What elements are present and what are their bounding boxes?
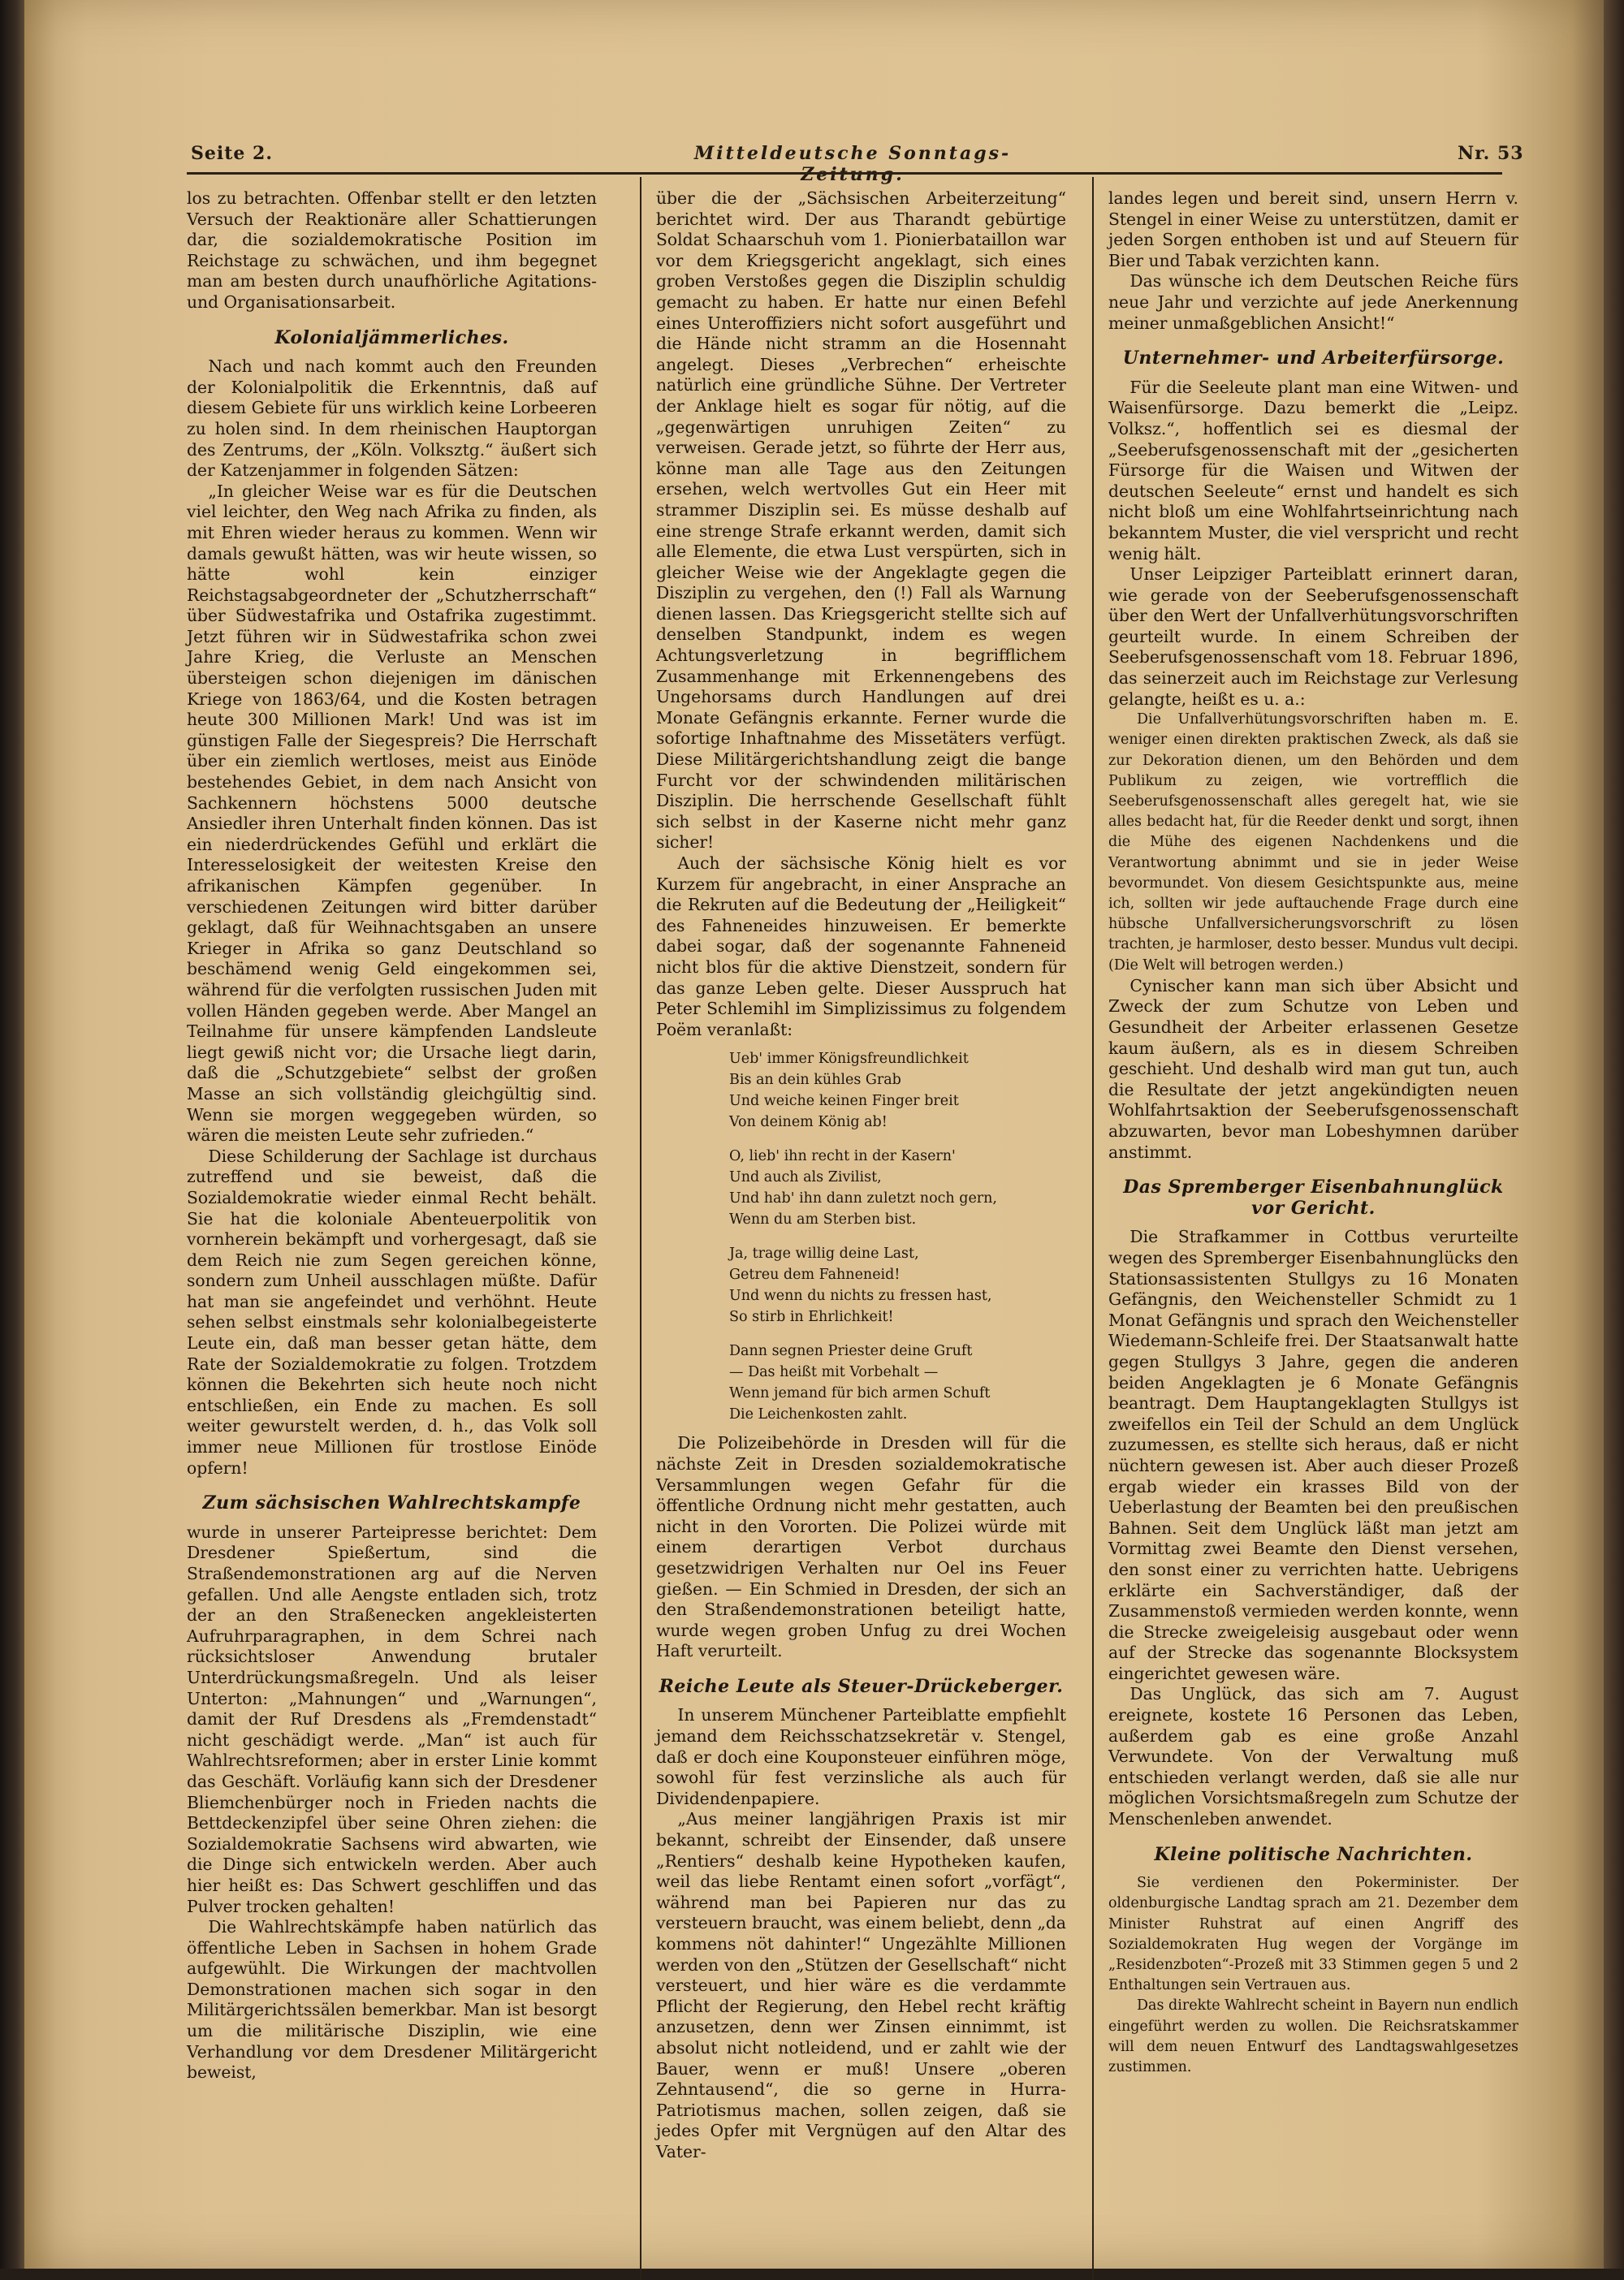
column-rule [1092, 177, 1094, 2280]
article-paragraph: wurde in unserer Parteipresse berichtet: Dem Dresdener Spießertum, sind die Straßendemonstrationen arg auf die Nerven gefallen. Und alle Aengste entladen sich, trotz der an den Straßenecken angekleisterten Aufruhrparagraphen, in dem Schrei nach rücksichtsloser Anwendung brutaler Unterdrückungsmaßregeln. Und als leiser Unterton: „Mahnungen“ und „Warnungen“, damit der Ruf Dresdens als „Fremdenstadt“ nicht geschädigt werde. „Man“ ist auch für Wahlrechtsreformen; aber in erster Linie kommt das Geschäft. Vorläufig kann sich der Dresdener Bliemchenbürger noch in Frieden nachts die Bettdeckenzipfel über seine Ohren ziehen: die Sozialdemokratie Sachsens wird abwarten, wie die Dinge sich entwickeln werden. Aber auch hier heißt es: Das Schwert geschliffen und das Pulver trocken gehalten! [187, 1522, 597, 1916]
poem-line: — Das heißt mit Vorbehalt — [729, 1364, 939, 1381]
article-paragraph: Die Strafkammer in Cottbus verurteilte wegen des Spremberger Eisenbahnunglücks den Stationsassistenten Stullgys zu 16 Monaten Gefängnis, den Weichensteller Schmidt zu 1 Monat Gefängnis und sprach den Weichensteller Wiedemann-Schleife frei. Der Staatsanwalt hatte gegen Stullgys 3 Jahre, gegen die anderen beiden Angeklagten je 6 Monate Gefängnis beantragt. Dem Hauptangeklagten Stullgys ist zweifellos ein Teil der Schuld an dem Unglück zuzumessen, es stellte sich heraus, daß er nicht nüchtern gewesen ist. Aber auch dieser Prozeß ergab wieder ein krasses Bild von der Ueberlastung der Beamten bei den preußischen Bahnen. Seit dem Unglück läßt man jetzt am Vormittag zwei Beamte den Dienst versehen, den sonst einer zu verrichten hatte. Uebrigens erklärte ein Sachverständiger, daß der Zusammenstoß vermieden werden konnte, wenn die Strecke zweigeleisig ausgebaut oder wenn auf der Strecke das sogenannte Blocksystem eingerichtet gewesen wäre. [1108, 1227, 1518, 1683]
issue-number: Nr. 53 [1458, 143, 1524, 164]
article-paragraph: landes legen und bereit sind, unsern Herrn v. Stengel in einer Weise zu unterstützen, damit er jeden Sorgen enthoben ist und auf Steuern für Bier und Tabak verzichten kann. [1108, 188, 1518, 270]
article-paragraph: Die Polizeibehörde in Dresden will für die nächste Zeit in Dresden sozialdemokratische Versammlungen wegen Gefahr für die öffentliche Ordnung nicht mehr gestatten, auch nicht in den Vororten. Die Polizei würde mit einem derartigen Verbot durchaus gesetzwidrigen Verhalten nur Oel ins Feuer gießen. — Ein Schmied in Dresden, der sich an den Straßendemonstrationen beteiligt hatte, wurde wegen groben Unfug zu drei Wochen Haft verurteilt. [656, 1433, 1066, 1661]
poem-line: Und weiche keinen Finger breit [729, 1093, 959, 1110]
book-binding [0, 0, 24, 2269]
poem-line: Getreu dem Fahneneid! [729, 1267, 901, 1284]
article-paragraph: Die Wahlrechtskämpfe haben natürlich das öffentliche Leben in Sachsen in hohem Grade aufgewühlt. Die Wirkungen der machtvollen Demonstrationen machen sich sogar in den Militärgerichtssälen bemerkbar. Man ist besorgt um die militärische Disziplin, wie eine Verhandlung vor dem Dresdener Militärgericht beweist, [187, 1917, 597, 2083]
poem-line: Und auch als Zivilist, [729, 1169, 882, 1186]
article-paragraph: Cynischer kann man sich über Absicht und Zweck der zum Schutze von Leben und Gesundheit der Arbeiter erlassenen Gesetze kaum äußern, als es in diesem Schreiben geschieht. Und deshalb wird man gut tun, auch die Resultate der jetzt angekündigten neuen Wohlfahrtsaktion der Seeberufsgenossenschaft abzuwarten, bevor man Lobeshymnen darüber anstimmt. [1108, 975, 1518, 1162]
poem-line: Die Leichenkosten zahlt. [729, 1406, 908, 1423]
column-rule [640, 177, 641, 2280]
article-headline: Kolonialjämmerliches. [274, 326, 509, 348]
newspaper-title: Mitteldeutsche Sonntags-Zeitung. [693, 143, 1012, 185]
stanza-gap [729, 1328, 1066, 1341]
poem-line: Von deinem König ab! [729, 1114, 888, 1131]
article-paragraph: Diese Schilderung der Sachlage ist durchaus zutreffend und sie beweist, daß die Sozialdemokratie wieder einmal Recht behält. Sie hat die koloniale Abenteuerpolitik von vornherein bekämpft und vorhergesagt, daß sie dem Reich nie zum Segen gereichen könne, sondern zum Unheil ausschlagen müßte. Dafür hat man sie angefeindet und verhöhnt. Heute sehen selbst einstmals sehr kolonialbegeisterte Leute ein, daß man besser getan hätte, dem Rate der Sozialdemokratie zu folgen. Trotzdem können die Bekehrten sich heute noch nicht entschließen, ein Ende zu machen. Es soll weiter gewurstelt werden, d. h., das Volk soll immer neue Millionen für trostlose Einöde opfern! [187, 1146, 597, 1478]
article-headline: Kleine politische Nachrichten. [1154, 1843, 1473, 1865]
poem-line: Und hab' ihn dann zuletzt noch gern, [729, 1190, 997, 1207]
poem-line: Ueb' immer Königsfreundlichkeit [729, 1051, 969, 1068]
page-number: Seite 2. [191, 143, 274, 164]
poem-line: So stirb in Ehrlichkeit! [729, 1309, 894, 1326]
article-paragraph: Nach und nach kommt auch den Freunden der Kolonialpolitik die Erkenntnis, daß auf diesem Gebiete für uns wirklich keine Lorbeeren zu holen sind. In dem rheinischen Hauptorgan des Zentrums, der „Köln. Volksztg.“ äußert sich der Katzenjammer in folgenden Sätzen: [187, 356, 597, 481]
article-paragraph: über die der „Sächsischen Arbeiterzeitung“ berichtet wird. Der aus Tharandt gebürtige Soldat Schaarschuh vom 1. Pionierbataillon war vor dem Kriegsgericht angeklagt, sich eines groben Verstoßes gegen die Disziplin schuldig gemacht zu haben. Er hatte nur einen Befehl eines Unteroffiziers nicht sofort ausgeführt und die Hände nicht stramm an die Hosennaht angelegt. Dieses „Verbrechen“ erheischte natürlich eine gründliche Sühne. Der Vertreter der Anklage hielt es sogar für nötig, auf die „gegenwärtigen unruhigen Zeiten“ zu verweisen. Gerade jetzt, so führte der Herr aus, könne man alle Tage aus den Zeitungen ersehen, welch wertvolles Gut ein Heer mit strammer Disziplin sei. Es müsse deshalb auf eine strenge Strafe erkannt werden, damit sich alle Elemente, die etwa Lust verspürten, sich in gleicher Weise wie der Angeklagte gegen die Disziplin zu vergehen, den (!) Fall als Warnung dienen lassen. Das Kriegsgericht stellte sich auf denselben Standpunkt, indem es wegen Achtungsverletzung in begrifflichem Zusammenhange mit Erkennengebens des Ungehorsams durch Handlungen auf drei Monate Gefängnis erkannte. Ferner wurde die sofortige Inhaftnahme des Missetäters verfügt. Diese Militärgerichtshandlung zeigt die bange Furcht vor der schwindenden militärischen Disziplin. Die herrschende Gesellschaft fühlt sich selbst in der Kaserne nicht mehr ganz sicher! [656, 188, 1066, 853]
article-paragraph: Auch der sächsische König hielt es vor Kurzem für angebracht, in einer Ansprache an die Rekruten auf die Bedeutung der „Heiligkeit“ des Fahneneides hinzuweisen. Er bemerkte dabei sogar, daß der sogenannte Fahneneid nicht blos für die aktive Dienstzeit, sondern für das ganze Leben gelte. Dieser Ausspruch hat Peter Schlemihl im Simplizissimus zu folgendem Poëm veranlaßt: [656, 853, 1066, 1039]
article-paragraph: In unserem Münchener Parteiblatte empfiehlt jemand dem Reichsschatzsekretär v. Stengel, daß er doch eine Kouponsteuer einführen möge, sowohl für fest verzinsliche als auch für Dividendenpapiere. [656, 1705, 1066, 1808]
article-paragraph: „Aus meiner langjährigen Praxis ist mir bekannt, schreibt der Einsender, daß unsere „Rentiers“ deshalb keine Hypotheken kaufen, weil das liebe Rentamt einen sofort „vorfägt“, während man bei Papieren nur das zu versteuern braucht, was einem beliebt, denn „da kommens nöt dahinter!“ Ungezählte Millionen werden von den „Stützen der Gesellschaft“ nicht versteuert, und hier wäre es die verdammte Pflicht der Regierung, den Hebel recht kräftig anzusetzen, denn wer Zinsen einnimmt, ist absolut nicht notleidend, und er zahlt wie der Bauer, wenn er muß! Unsere „oberen Zehntausend“, die so gerne in Hurra-Patriotismus machen, sollen zeigen, daß sie jedes Opfer mit Vergnügen auf den Altar des Vater- [656, 1809, 1066, 2161]
article-paragraph: Das wünsche ich dem Deutschen Reiche fürs neue Jahr und verzichte auf jede Anerkennung meiner unmaßgeblichen Ansicht!“ [1108, 271, 1518, 333]
news-brief: Sie verdienen den Pokerminister. Der oldenburgische Landtag sprach am 21. Dezember dem Minister Ruhstrat auf einen Angriff des Sozialdemokraten Hug wegen der Vorgänge im „Residenzboten“-Prozeß mit 33 Stimmen gegen 5 und 2 Enthaltungen sein Vertrauen aus. [1108, 1875, 1518, 1994]
stanza-gap [729, 1230, 1066, 1243]
poem-line: Ja, trage willig deine Last, [729, 1246, 919, 1263]
poem-line: Dann segnen Priester deine Gruft [729, 1343, 973, 1360]
article-headline: Das Spremberger Eisenbahnunglück vor Gericht. [1123, 1177, 1504, 1219]
article-headline: Zum sächsischen Wahlrechtskampfe [202, 1492, 581, 1514]
poem-line: Und wenn du nichts zu fressen hast, [729, 1288, 992, 1305]
news-brief: Das direkte Wahlrecht scheint in Bayern nun endlich eingeführt werden zu wollen. Die Reichsratskammer will dem neuen Entwurf des Landtagswahlgesetzes zustimmen. [1108, 1997, 1518, 2076]
quoted-letter [1108, 710, 1518, 976]
poem [729, 1048, 1066, 1425]
column-2 [656, 188, 1066, 2163]
quote-paragraph: Die Unfallverhütungsvorschriften haben m. E. weniger einen direkten praktischen Zweck, als daß sie zur Dekoration dienen, um den Behörden und dem Publikum zu zeigen, wie vortrefflich die Seeberufsgenossenschaft alles geregelt hat, wie sie alles bedacht hat, für die Reeder denkt und sorgt, ihnen die Mühe des eigenen Nachdenkens und die Verantwortung abnimmt und sie in jeder Weise bevormundet. Von diesem Gesichtspunkte aus, meine ich, sollten wir jede auftauchende Frage durch eine hübsche Unfallversicherungsvorschrift zu lösen trachten, je harmloser, desto besser. Mundus vult decipi. (Die Welt will betrogen werden.) [1108, 711, 1518, 974]
article-paragraph: „In gleicher Weise war es für die Deutschen viel leichter, den Weg nach Afrika zu finden, als mit Ehren wieder heraus zu kommen. Wenn wir damals gewußt hätten, was wir heute wissen, so hätte wohl kein einziger Reichstagsabgeordneter der „Schutzherrschaft“ über Südwestafrika und Ostafrika zugestimmt. Jetzt führen wir in Südwestafrika schon zwei Jahre Krieg, die Verluste an Menschen übersteigen schon diejenigen im dänischen Kriege von 1863/64, und die Kosten betragen heute 300 Millionen Mark! Und was ist im günstigen Falle der Siegespreis? Die Herrschaft über ein ziemlich wertloses, meist aus Einöde bestehendes Gebiet, in dem nach Ansicht von Sachkennern höchstens 5000 deutsche Ansiedler ihren Unterhalt finden können. Das ist ein niederdrückendes Gefühl und erklärt die Interesselosigkeit der weitesten Kreise den afrikanischen Kämpfen gegenüber. In verschiedenen Zeitungen wird bitter darüber geklagt, daß für Weihnachtsgaben an unsere Krieger in Afrika so ganz Deutschland so beschämend wenig Geld eingekommen sei, während für die verfolgten russischen Juden mit vollen Händen gegeben werde. Aber Mangel an Teilnahme für unsere kämpfenden Landsleute liegt gewiß nicht vor; die Ursache liegt darin, daß die „Schutzgebiete“ selbst der großen Masse an sich vollständig gleichgültig sind. Wenn sie morgen weggegeben würden, so wären die meisten Leute sehr zufrieden.“ [187, 481, 597, 1146]
article-paragraph: los zu betrachten. Offenbar stellt er den letzten Versuch der Reaktionäre aller Schattierungen dar, die sozialdemokratische Position im Reichstage zu schwächen, und ihm begegnet man am besten durch unaufhörliche Agitations- und Organisationsarbeit. [187, 188, 597, 312]
poem-line: O, lieb' ihn recht in der Kasern' [729, 1148, 956, 1165]
poem-line: Bis an dein kühles Grab [729, 1072, 901, 1089]
stanza-gap [729, 1133, 1066, 1146]
page-edge [1604, 0, 1624, 2269]
article-paragraph: Das Unglück, das sich am 7. August ereignete, kostete 16 Personen das Leben, außerdem gab es eine große Anzahl Verwundete. Von der Verwaltung muß entschieden verlangt werden, daß sie alle nur möglichen Vorsichtsmaßregeln zum Schutze der Menschenleben anwendet. [1108, 1684, 1518, 1829]
header-rule [187, 172, 1502, 175]
article-paragraph: Für die Seeleute plant man eine Witwen- und Waisenfürsorge. Dazu bemerkt die „Leipz. Volksz.“, hoffentlich sei es diesmal der „Seeberufsgenossenschaft mit der „gesicherten Fürsorge für die Waisen und Witwen der deutschen Seeleute“ ernst und handelt es sich nicht bloß um eine Wohlfahrtseinrichtung nach bekanntem Muster, die viel verspricht und recht wenig hält. [1108, 377, 1518, 564]
news-briefs [1108, 1873, 1518, 2078]
column-1 [187, 188, 597, 2084]
article-headline: Unternehmer- und Arbeiterfürsorge. [1122, 348, 1505, 369]
poem-line: Wenn jemand für bich armen Schuft [729, 1385, 991, 1402]
column-3 [1108, 188, 1518, 2078]
article-paragraph: Unser Leipziger Parteiblatt erinnert daran, wie gerade von der Seeberufsgenossenschaft über den Wert der Unfallverhütungsvorschriften geurteilt wurde. In einem Schreiben der Seeberufsgenossenschaft vom 18. Februar 1896, das seinerzeit auch im Reichstage zur Verlesung gelangte, heißt es u. a.: [1108, 564, 1518, 709]
poem-line: Wenn du am Sterben bist. [729, 1211, 917, 1229]
article-headline: Reiche Leute als Steuer-Drückeberger. [659, 1675, 1064, 1697]
